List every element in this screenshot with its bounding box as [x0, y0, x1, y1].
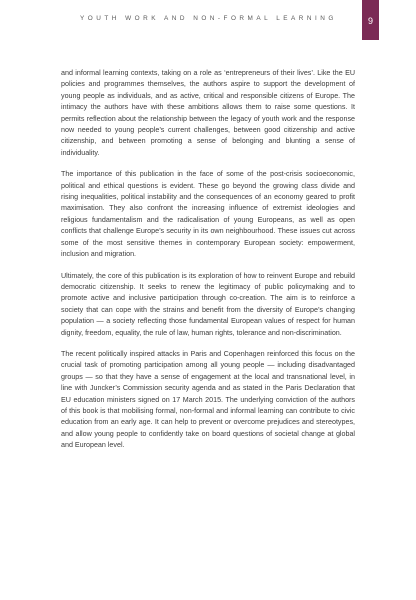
paragraph: and informal learning contexts, taking on a role as ‘entrepreneurs of their lives’. Like the EU policies and programmes themselves, the authors aspire to support the development of young people as individuals, and as active, critical and responsible citizens of Europe. The intimacy the authors have with these ambitions allows them to raise some questions. It permits reflection about the relationship between the legacy of youth work and the response now needed to young people’s current challenges, between good citizenship and active citizenship, and between promoting a sense of belonging and blunting a sense of individuality. [61, 69, 355, 157]
running-header-title: YOUTH WORK AND NON-FORMAL LEARNING [80, 15, 337, 22]
paragraph: Ultimately, the core of this publication is its exploration of how to reinvent Europe and rebuild democratic citizenship. It seeks to renew the legitimacy of public policymaking and to promote active and inclusive participation through co-creation. The aim is to reinforce a society that can cope with the strains and benefit from the diversity of Europe’s changing population — a society reflecting those fundamental European values of respect for human dignity, freedom, equality, the rule of law, human rights, tolerance and non-discrimination. [61, 271, 355, 337]
page-number-tab [362, 0, 379, 40]
paragraph: The recent politically inspired attacks in Paris and Copenhagen reinforced this focus on the crucial task of promoting participation among all young people — including disadvantaged groups — so that they have a sense of engagement at the local and transnational level, in line with Juncker’s Commission security agenda and as stated in the Paris Declaration that EU education ministers signed on 17 March 2015. The underlying conviction of the authors of this book is that mobilising formal, non-formal and informal learning can contribute to civic education from an early age. It can help to prevent or overcome prejudices and stereotypes, and allow young people to confidently take on board questions of societal change at global and European level. [61, 349, 355, 450]
page-number: 9 [367, 16, 373, 26]
body-text [61, 68, 355, 462]
paragraph: The importance of this publication in the face of some of the post-crisis socioeconomic, political and ethical questions is evident. These go beyond the growing class divide and rising inequalities, political instability and the consequences of an economy geared to profit maximisation. They also confront the increasing influence of extremist ideologies and religious fundamentalism and the radicalisation of young Europeans, as well as open conflicts that challenge Europe’s security in its own neighbourhood. These issues cut across some of the most sensitive themes in contemporary European society: empowerment, inclusion and migration. [61, 170, 355, 259]
